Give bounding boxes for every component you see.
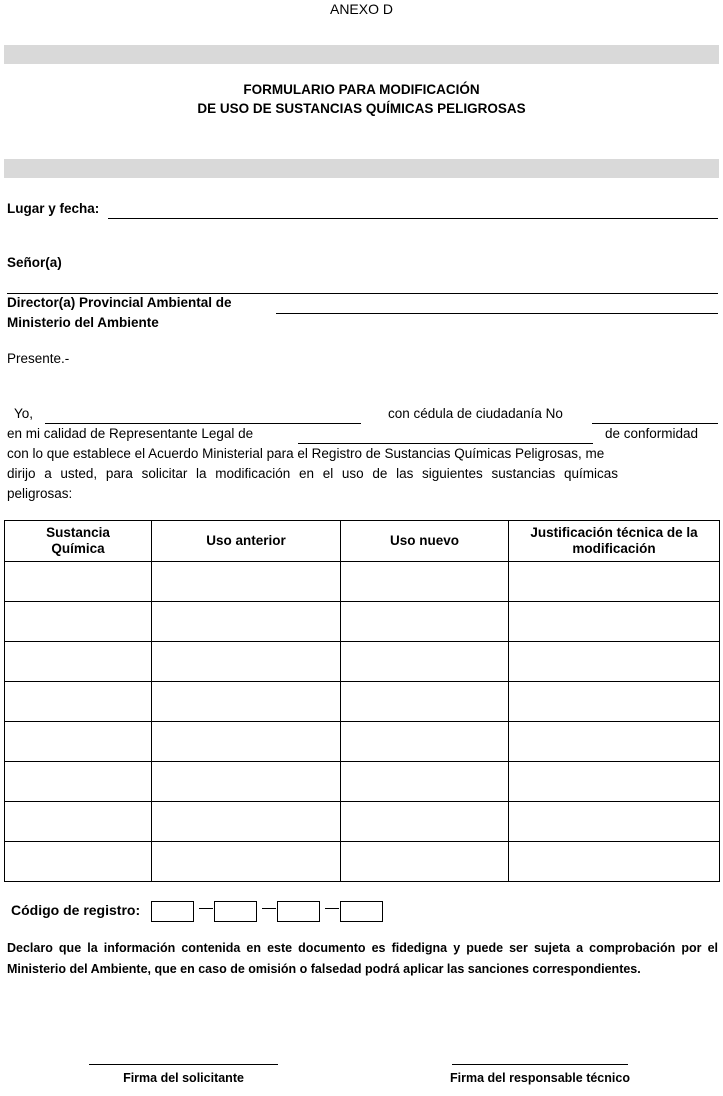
table-row <box>5 682 720 722</box>
substances-table <box>4 520 720 882</box>
calidad-text: en mi calidad de Representante Legal de <box>7 426 254 441</box>
new-use-cell[interactable] <box>341 762 509 802</box>
presente-text: Presente.- <box>7 351 70 366</box>
registro-separator <box>325 908 339 909</box>
applicant-name-field[interactable] <box>45 423 361 424</box>
header-band-top <box>4 45 719 64</box>
body-line-5: peligrosas: <box>7 486 73 501</box>
previous-use-cell[interactable] <box>152 722 341 762</box>
registro-box-1[interactable] <box>151 901 194 922</box>
col-header-justification: Justificación técnica de la modificación <box>509 521 720 562</box>
col-header-substance: Sustancia Química <box>5 521 152 562</box>
table-row <box>5 842 720 882</box>
place-date-label: Lugar y fecha: <box>7 201 100 216</box>
previous-use-cell[interactable] <box>152 762 341 802</box>
justification-cell[interactable] <box>509 802 720 842</box>
registro-box-4[interactable] <box>340 901 383 922</box>
previous-use-cell[interactable] <box>152 642 341 682</box>
company-name-field[interactable] <box>298 443 593 444</box>
new-use-cell[interactable] <box>341 842 509 882</box>
cedula-number-field[interactable] <box>592 423 718 424</box>
header-band-bottom <box>4 159 719 178</box>
signature-line-solicitante[interactable] <box>89 1064 278 1065</box>
col-header-new-use: Uso nuevo <box>341 521 509 562</box>
place-date-field[interactable] <box>108 218 718 219</box>
substance-cell[interactable] <box>5 842 152 882</box>
form-title-line-2: DE USO DE SUSTANCIAS QUÍMICAS PELIGROSAS <box>197 101 526 116</box>
new-use-cell[interactable] <box>341 602 509 642</box>
justification-cell[interactable] <box>509 762 720 802</box>
previous-use-cell[interactable] <box>152 602 341 642</box>
table-row <box>5 602 720 642</box>
table-row <box>5 562 720 602</box>
substance-cell[interactable] <box>5 642 152 682</box>
registro-label: Código de registro: <box>11 902 141 918</box>
declaration-text: Declaro que la información contenida en este documento es fidedigna y puede ser sujeta a comprobación por el Ministerio del Ambiente, que en caso de omisión o falsedad podrá aplicar las sanciones correspondientes. <box>7 941 718 976</box>
signature-label-tecnico: Firma del responsable técnico <box>450 1071 630 1085</box>
previous-use-cell[interactable] <box>152 682 341 722</box>
new-use-cell[interactable] <box>341 562 509 602</box>
senor-label: Señor(a) <box>7 255 62 270</box>
signature-line-tecnico[interactable] <box>452 1064 628 1065</box>
registro-box-3[interactable] <box>277 901 320 922</box>
justification-cell[interactable] <box>509 722 720 762</box>
annex-heading: ANEXO D <box>329 1 393 17</box>
table-row <box>5 722 720 762</box>
registro-separator <box>199 908 213 909</box>
table-header-row <box>5 521 720 562</box>
registro-separator <box>262 908 276 909</box>
justification-cell[interactable] <box>509 842 720 882</box>
substance-cell[interactable] <box>5 602 152 642</box>
new-use-cell[interactable] <box>341 642 509 682</box>
justification-cell[interactable] <box>509 562 720 602</box>
substance-cell[interactable] <box>5 802 152 842</box>
new-use-cell[interactable] <box>341 722 509 762</box>
conformidad-text: de conformidad <box>605 426 699 441</box>
substance-cell[interactable] <box>5 682 152 722</box>
previous-use-cell[interactable] <box>152 842 341 882</box>
cedula-text: con cédula de ciudadanía No <box>388 406 563 421</box>
justification-cell[interactable] <box>509 642 720 682</box>
table-row <box>5 642 720 682</box>
form-title-line-1: FORMULARIO PARA MODIFICACIÓN <box>243 82 480 97</box>
signature-label-solicitante: Firma del solicitante <box>123 1071 244 1085</box>
new-use-cell[interactable] <box>341 682 509 722</box>
substance-cell[interactable] <box>5 762 152 802</box>
senor-field[interactable] <box>7 293 718 294</box>
yo-text: Yo, <box>14 406 34 421</box>
previous-use-cell[interactable] <box>152 562 341 602</box>
substance-cell[interactable] <box>5 722 152 762</box>
substance-cell[interactable] <box>5 562 152 602</box>
registro-box-2[interactable] <box>214 901 257 922</box>
justification-cell[interactable] <box>509 602 720 642</box>
director-label-line-2: Ministerio del Ambiente <box>7 315 159 330</box>
col-header-previous-use: Uso anterior <box>152 521 341 562</box>
justification-cell[interactable] <box>509 682 720 722</box>
new-use-cell[interactable] <box>341 802 509 842</box>
table-row <box>5 802 720 842</box>
body-line-3: con lo que establece el Acuerdo Ministerial para el Registro de Sustancias Químicas Peligrosas, me <box>7 446 605 461</box>
director-label-line-1: Director(a) Provincial Ambiental de <box>7 295 232 310</box>
body-line-4: dirijo a usted, para solicitar la modificación en el uso de las siguientes sustancias químicas <box>7 466 618 481</box>
table-row <box>5 762 720 802</box>
previous-use-cell[interactable] <box>152 802 341 842</box>
director-province-field[interactable] <box>276 313 718 314</box>
